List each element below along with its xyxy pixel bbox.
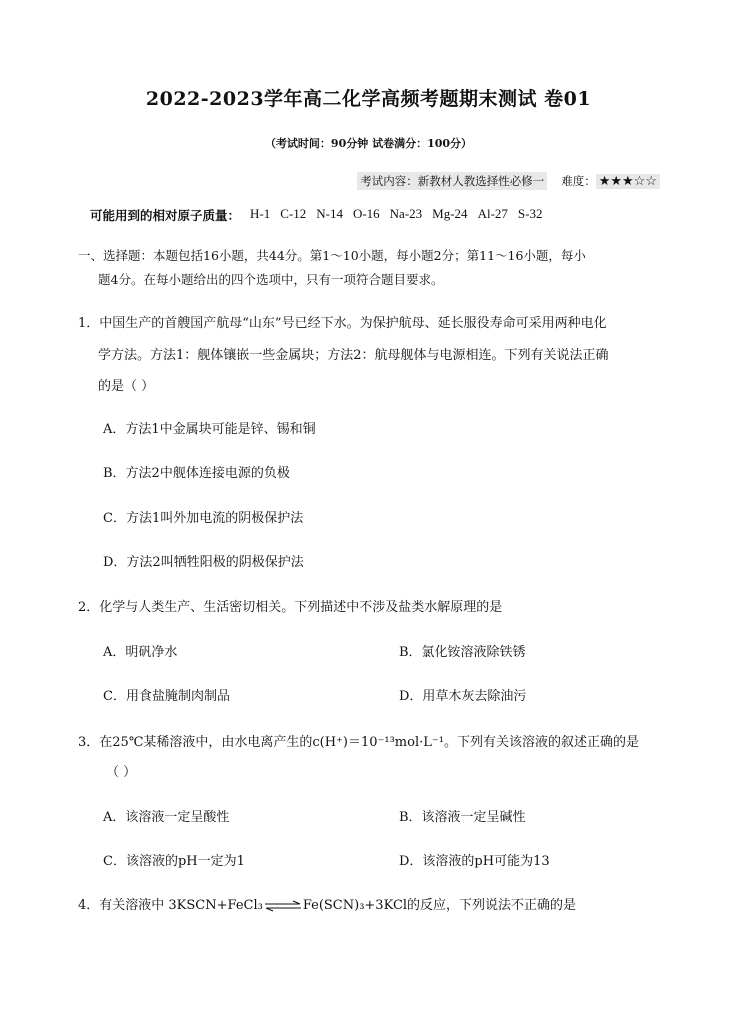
q2-option-d: D．用草木灰去除油污 xyxy=(399,689,527,704)
atomic-mass-item: C-12 xyxy=(280,206,307,221)
section-instructions xyxy=(78,244,664,292)
content-label: 考试内容：新教材人教选择性必修一 xyxy=(357,172,547,190)
atomic-mass-item: Mg-24 xyxy=(432,206,468,221)
q2-line: 2．化学与人类生产、生活密切相关。下列描述中不涉及盐类水解原理的是 xyxy=(78,600,503,615)
q1-option-a: A．方法1中金属块可能是锌、锡和铜 xyxy=(103,422,316,437)
q1-option-c: C．方法1叫外加电流的阴极保护法 xyxy=(103,511,304,526)
exam-title: 2022-2023学年高二化学高频考题期末测试 卷01 xyxy=(145,88,592,110)
q3-option-b: B．该溶液一定呈碱性 xyxy=(399,810,526,825)
atomic-mass-item: Na-23 xyxy=(389,206,423,221)
q4-line xyxy=(78,894,678,913)
exam-meta xyxy=(357,172,660,190)
atomic-masses-label: 可能用到的相对原子质量： xyxy=(90,208,241,223)
q1-line: 学方法。方法1：舰体镶嵌一些金属块；方法2：航母舰体与电源相连。下列有关说法正确 xyxy=(98,348,609,363)
q2-option-b: B．氯化铵溶液除铁锈 xyxy=(399,645,526,660)
atomic-mass-item: N-14 xyxy=(316,206,343,221)
section-line: 题4分。在每小题给出的四个选项中，只有一项符合题目要求。 xyxy=(98,272,444,287)
equilibrium-arrow-icon xyxy=(263,900,303,912)
q1-option-b: B．方法2中舰体连接电源的负极 xyxy=(103,466,290,481)
difficulty-label: 难度： xyxy=(561,174,596,188)
q3-line: 3．在25℃某稀溶液中，由水电离产生的c(H⁺)＝10⁻¹³mol·L⁻¹。下列有关该溶液的叙述正确的是 xyxy=(78,735,639,750)
atomic-mass-item: O-16 xyxy=(352,206,380,221)
q1-line: 1．中国生产的首艘国产航母“山东”号已经下水。为保护航母、延长服役寿命可采用两种电化 xyxy=(78,316,607,331)
exam-subtitle: （考试时间：90分钟 试卷满分：100分） xyxy=(264,137,473,150)
q3-option-d: D．该溶液的pH可能为13 xyxy=(399,854,550,869)
q3-option-a: A．该溶液一定呈酸性 xyxy=(103,810,230,825)
atomic-mass-item: Al-27 xyxy=(477,206,508,221)
q4-suffix: Fe(SCN)₃+3KCl的反应，下列说法不正确的是 xyxy=(302,898,577,913)
atomic-masses xyxy=(90,206,542,224)
q3-option-c: C．该溶液的pH一定为1 xyxy=(103,854,245,869)
q1-line: 的是（ ） xyxy=(98,379,155,394)
q1-option-d: D．方法2叫牺牲阳极的阴极保护法 xyxy=(103,555,304,570)
difficulty-stars: ★★★☆☆ xyxy=(596,174,660,189)
section-line: 一、选择题：本题包括16小题，共44分。第1～10小题，每小题2分；第11～16小题，每小 xyxy=(78,248,586,263)
q2-option-c: C．用食盐腌制肉制品 xyxy=(103,689,230,704)
q2-option-a: A．明矾净水 xyxy=(103,645,178,660)
q3-line: （ ） xyxy=(106,765,137,780)
atomic-mass-item: S-32 xyxy=(517,206,543,221)
atomic-mass-item: H-1 xyxy=(250,206,271,221)
q4-prefix: 4．有关溶液中 3KSCN+FeCl₃ xyxy=(78,898,263,913)
